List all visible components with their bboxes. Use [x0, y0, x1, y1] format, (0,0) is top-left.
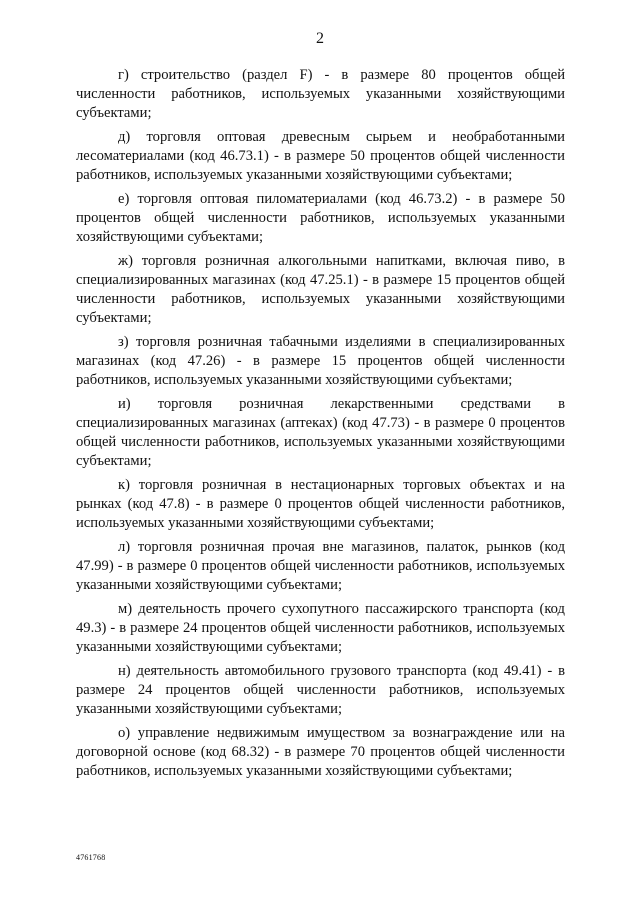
list-item: г) строительство (раздел F) - в размере 80 процентов общей численности работников, используемых указанными хозяйствующими субъектами; [76, 67, 565, 121]
list-item: е) торговля оптовая пиломатериалами (код 46.73.2) - в размере 50 процентов общей численности работников, используемых указанными хозяйствующими субъектами; [76, 191, 565, 245]
page-number: 2 [316, 30, 324, 47]
list-item: л) торговля розничная прочая вне магазинов, палаток, рынков (код 47.99) - в размере 0 процентов общей численности работников, используемых указанными хозяйствующими субъектами; [76, 539, 565, 593]
list-item: з) торговля розничная табачными изделиями в специализированных магазинах (код 47.26) - в размере 15 процентов общей численности работников, используемых указанными хозяйствующими субъектами; [76, 334, 565, 388]
document-body [76, 66, 565, 786]
list-item: к) торговля розничная в нестационарных торговых объектах и на рынках (код 47.8) - в размере 0 процентов общей численности работников, используемых указанными хозяйствующими субъектами; [76, 477, 565, 531]
document-id: 4761768 [76, 853, 106, 862]
list-item: н) деятельность автомобильного грузового транспорта (код 49.41) - в размере 24 процентов общей численности работников, используемых указанными хозяйствующими субъектами; [76, 663, 565, 717]
list-item: м) деятельность прочего сухопутного пассажирского транспорта (код 49.3) - в размере 24 процентов общей численности работников, используемых указанными хозяйствующими субъектами; [76, 601, 565, 655]
list-item: ж) торговля розничная алкогольными напитками, включая пиво, в специализированных магазинах (код 47.25.1) - в размере 15 процентов общей численности работников, используемых указанными хозяйствующими субъектами; [76, 253, 565, 326]
list-item: о) управление недвижимым имуществом за вознаграждение или на договорной основе (код 68.32) - в размере 70 процентов общей численности работников, используемых указанными хозяйствующими субъектами; [76, 725, 565, 779]
list-item: и) торговля розничная лекарственными средствами в специализированных магазинах (аптеках) (код 47.73) - в размере 0 процентов общей численности работников, используемых указанными хозяйствующими субъектами; [76, 396, 565, 469]
list-item: д) торговля оптовая древесным сырьем и необработанными лесоматериалами (код 46.73.1) - в размере 50 процентов общей численности работников, используемых указанными хозяйствующими субъектами; [76, 129, 565, 183]
